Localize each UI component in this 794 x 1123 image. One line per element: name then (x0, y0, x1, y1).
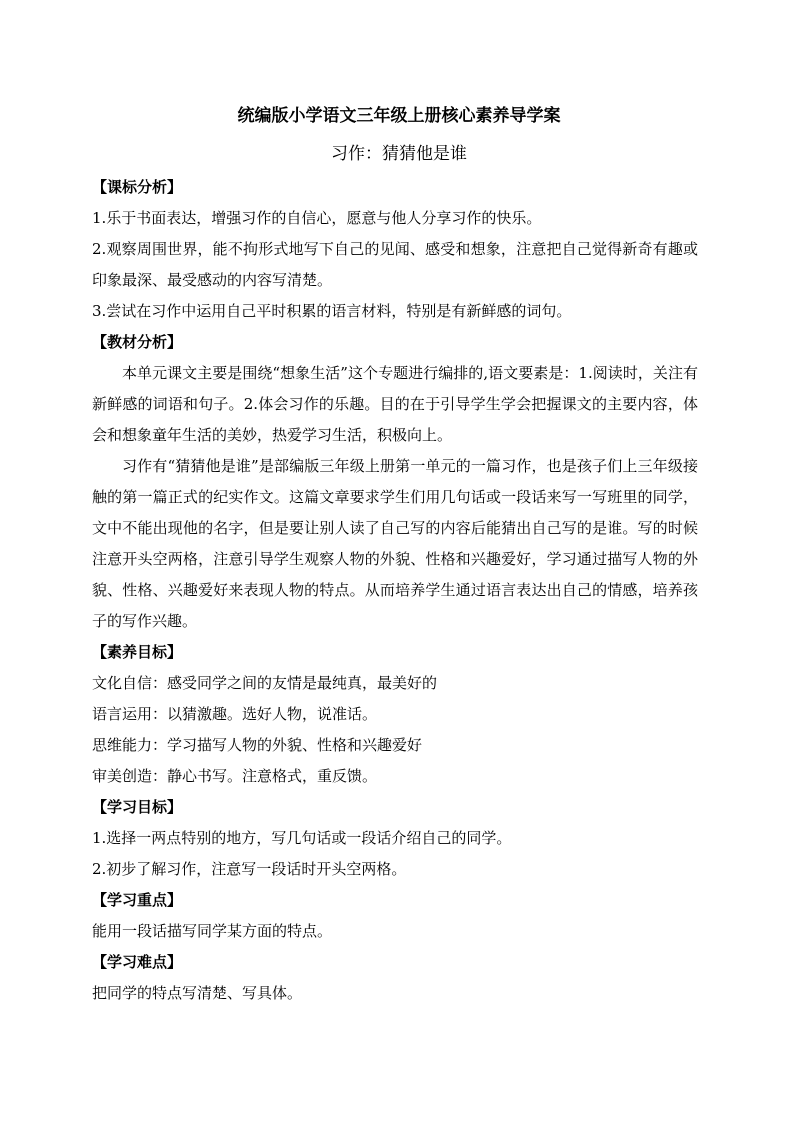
document-subtitle: 习作：猜猜他是谁 (331, 144, 467, 164)
literacy-item: 文化自信：感受同学之间的友情是最纯真，最美好的 (92, 674, 438, 692)
literacy-item: 审美创造：静心书写。注意格式，重反馈。 (92, 767, 378, 785)
section-heading-textbook: 【教材分析】 (92, 333, 183, 351)
focus-item: 能用一段话描写同学某方面的特点。 (92, 922, 333, 940)
section-curriculum (92, 172, 698, 327)
literacy-item: 语言运用：以猜激趣。选好人物，说准话。 (92, 705, 378, 723)
textbook-paragraph: 本单元课文主要是围绕“想象生活”这个专题进行编排的,语文要素是：1.阅读时，关注有新鲜感的词语和句子。2.体会习作的乐趣。目的在于引导学生学会把握课文的主要内容，体会和想象童年生活的美妙，热爱学习生活，积极向上。 (92, 364, 698, 444)
section-textbook (92, 327, 698, 637)
curriculum-item: 1.乐于书面表达，增强习作的自信心，愿意与他人分享习作的快乐。 (92, 209, 542, 227)
section-heading-curriculum: 【课标分析】 (92, 178, 183, 196)
textbook-paragraph: 习作有“猜猜他是谁”是部编版三年级上册第一单元的一篇习作，也是孩子们上三年级接触的第一篇正式的纪实作文。这篇文章要求学生们用几句话或一段话来写一写班里的同学，文中不能出现他的名字，但是要让别人读了自己写的内容后能猜出自己写的是谁。写的时候注意开头空两格，注意引导学生观察人物的外貌、性格和兴趣爱好，学习通过描写人物的外貌、性格、兴趣爱好来表现人物的特点。从而培养学生通过语言表达出自己的情感，培养孩子的写作兴趣。 (92, 457, 698, 630)
curriculum-item: 3.尝试在习作中运用自己平时积累的语言材料，特别是有新鲜感的词句。 (92, 302, 572, 320)
difficulty-item: 把同学的特点写清楚、写具体。 (92, 984, 303, 1002)
document-title: 统编版小学语文三年级上册核心素养导学案 (237, 106, 561, 126)
section-goals (92, 792, 698, 885)
section-heading-difficulty: 【学习难点】 (92, 953, 183, 971)
goal-item: 2.初步了解习作，注意写一段话时开头空两格。 (92, 860, 407, 878)
section-literacy (92, 637, 698, 792)
section-focus (92, 885, 698, 947)
literacy-item: 思维能力：学习描写人物的外貌、性格和兴趣爱好 (92, 736, 423, 754)
goal-item: 1.选择一两点特别的地方，写几句话或一段话介绍自己的同学。 (92, 829, 512, 847)
section-heading-goals: 【学习目标】 (92, 798, 183, 816)
section-heading-focus: 【学习重点】 (92, 891, 183, 909)
section-heading-literacy: 【素养目标】 (92, 643, 183, 661)
curriculum-item: 2.观察周围世界，能不拘形式地写下自己的见闻、感受和想象，注意把自己觉得新奇有趣或印象最深、最受感动的内容写清楚。 (92, 240, 698, 289)
section-difficulty (92, 947, 698, 1009)
